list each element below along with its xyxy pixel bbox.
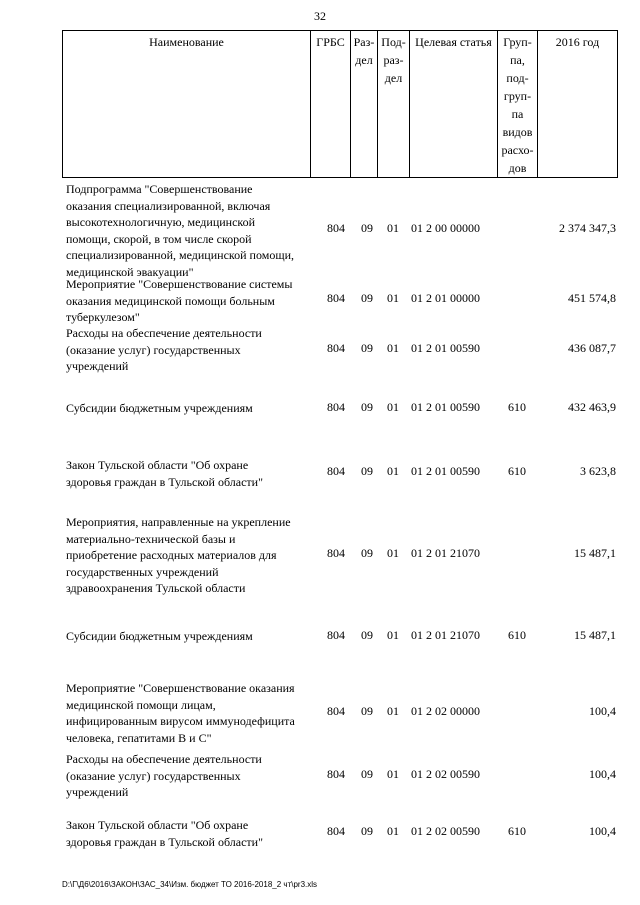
row-razdel: 09 bbox=[361, 221, 373, 235]
row-name: Мероприятия, направленные на укрепление материально-технической базы и приобретение расходных материалов для государственных учреждений здравоохранения Тульской области bbox=[66, 515, 291, 596]
row-tselevaya: 01 2 01 00590 bbox=[411, 341, 480, 355]
row-vid: 610 bbox=[508, 400, 526, 414]
row-vid: 610 bbox=[508, 628, 526, 642]
row-razdel: 09 bbox=[361, 400, 373, 414]
row-sum: 436 087,7 bbox=[568, 341, 616, 355]
row-grbs: 804 bbox=[327, 221, 345, 235]
row-grbs: 804 bbox=[327, 464, 345, 478]
row-sum: 15 487,1 bbox=[574, 546, 616, 560]
header-grbs: ГРБС bbox=[310, 31, 350, 177]
file-path-footer: D:\Г\Д6\2016\ЗАКОН\ЗАС_34\Изм. бюджет ТО 2016-2018_2 чт\pr3.xls bbox=[62, 880, 318, 889]
row-tselevaya: 01 2 01 00590 bbox=[411, 464, 480, 478]
row-sum: 432 463,9 bbox=[568, 400, 616, 414]
row-name: Подпрограмма "Совершенствование оказания специализированной, включая высокотехнологичную, медицинской помощи, скорой, в том числе скорой специализированной, медицинской помощи, медицинской эвакуации" bbox=[66, 182, 294, 279]
row-tselevaya: 01 2 02 00000 bbox=[411, 704, 480, 718]
row-podrazdel: 01 bbox=[387, 628, 399, 642]
row-grbs: 804 bbox=[327, 767, 345, 781]
table-header bbox=[62, 30, 618, 178]
row-razdel: 09 bbox=[361, 546, 373, 560]
row-name: Расходы на обеспечение деятельности (оказание услуг) государственных учреждений bbox=[66, 752, 262, 800]
row-sum: 451 574,8 bbox=[568, 291, 616, 305]
row-razdel: 09 bbox=[361, 341, 373, 355]
row-podrazdel: 01 bbox=[387, 341, 399, 355]
row-podrazdel: 01 bbox=[387, 400, 399, 414]
row-podrazdel: 01 bbox=[387, 824, 399, 838]
row-podrazdel: 01 bbox=[387, 464, 399, 478]
row-sum: 2 374 347,3 bbox=[559, 221, 616, 235]
row-vid: 610 bbox=[508, 824, 526, 838]
row-vid: 610 bbox=[508, 464, 526, 478]
row-name: Субсидии бюджетным учреждениям bbox=[66, 401, 253, 415]
row-sum: 3 623,8 bbox=[580, 464, 616, 478]
row-sum: 100,4 bbox=[589, 824, 616, 838]
row-name: Расходы на обеспечение деятельности (оказание услуг) государственных учреждений bbox=[66, 326, 262, 374]
row-podrazdel: 01 bbox=[387, 704, 399, 718]
row-grbs: 804 bbox=[327, 628, 345, 642]
row-grbs: 804 bbox=[327, 704, 345, 718]
header-name: Наименование bbox=[149, 35, 224, 49]
row-name: Мероприятие "Совершенствование системы оказания медицинской помощи больным туберкулезом" bbox=[66, 277, 293, 325]
row-grbs: 804 bbox=[327, 824, 345, 838]
row-grbs: 804 bbox=[327, 291, 345, 305]
header-podrazdel: Под- раз- дел bbox=[377, 31, 409, 177]
row-tselevaya: 01 2 01 00590 bbox=[411, 400, 480, 414]
row-name: Закон Тульской области "Об охране здоровья граждан в Тульской области" bbox=[66, 818, 263, 849]
row-sum: 15 487,1 bbox=[574, 628, 616, 642]
row-razdel: 09 bbox=[361, 628, 373, 642]
row-tselevaya: 01 2 01 21070 bbox=[411, 628, 480, 642]
row-razdel: 09 bbox=[361, 767, 373, 781]
row-name: Закон Тульской области "Об охране здоровья граждан в Тульской области" bbox=[66, 458, 263, 489]
header-year: 2016 год bbox=[537, 31, 617, 177]
row-razdel: 09 bbox=[361, 291, 373, 305]
header-razdel: Раз- дел bbox=[350, 31, 377, 177]
row-tselevaya: 01 2 02 00590 bbox=[411, 824, 480, 838]
row-podrazdel: 01 bbox=[387, 291, 399, 305]
row-tselevaya: 01 2 01 21070 bbox=[411, 546, 480, 560]
row-grbs: 804 bbox=[327, 341, 345, 355]
row-name: Субсидии бюджетным учреждениям bbox=[66, 629, 253, 643]
row-podrazdel: 01 bbox=[387, 221, 399, 235]
row-tselevaya: 01 2 00 00000 bbox=[411, 221, 480, 235]
row-sum: 100,4 bbox=[589, 704, 616, 718]
page-number: 32 bbox=[314, 9, 326, 23]
row-razdel: 09 bbox=[361, 464, 373, 478]
row-tselevaya: 01 2 01 00000 bbox=[411, 291, 480, 305]
header-gruppa-vidov: Груп- па, под- груп- па видов расхо- дов bbox=[497, 31, 537, 177]
row-razdel: 09 bbox=[361, 704, 373, 718]
row-tselevaya: 01 2 02 00590 bbox=[411, 767, 480, 781]
row-grbs: 804 bbox=[327, 546, 345, 560]
header-tselevaya-statya: Целевая статья bbox=[409, 31, 497, 177]
row-podrazdel: 01 bbox=[387, 767, 399, 781]
row-podrazdel: 01 bbox=[387, 546, 399, 560]
row-grbs: 804 bbox=[327, 400, 345, 414]
row-sum: 100,4 bbox=[589, 767, 616, 781]
row-name: Мероприятие "Совершенствование оказания медицинской помощи лицам, инфицированным вирусом иммунодефицита человека, гепатитами В и С" bbox=[66, 681, 295, 745]
row-razdel: 09 bbox=[361, 824, 373, 838]
